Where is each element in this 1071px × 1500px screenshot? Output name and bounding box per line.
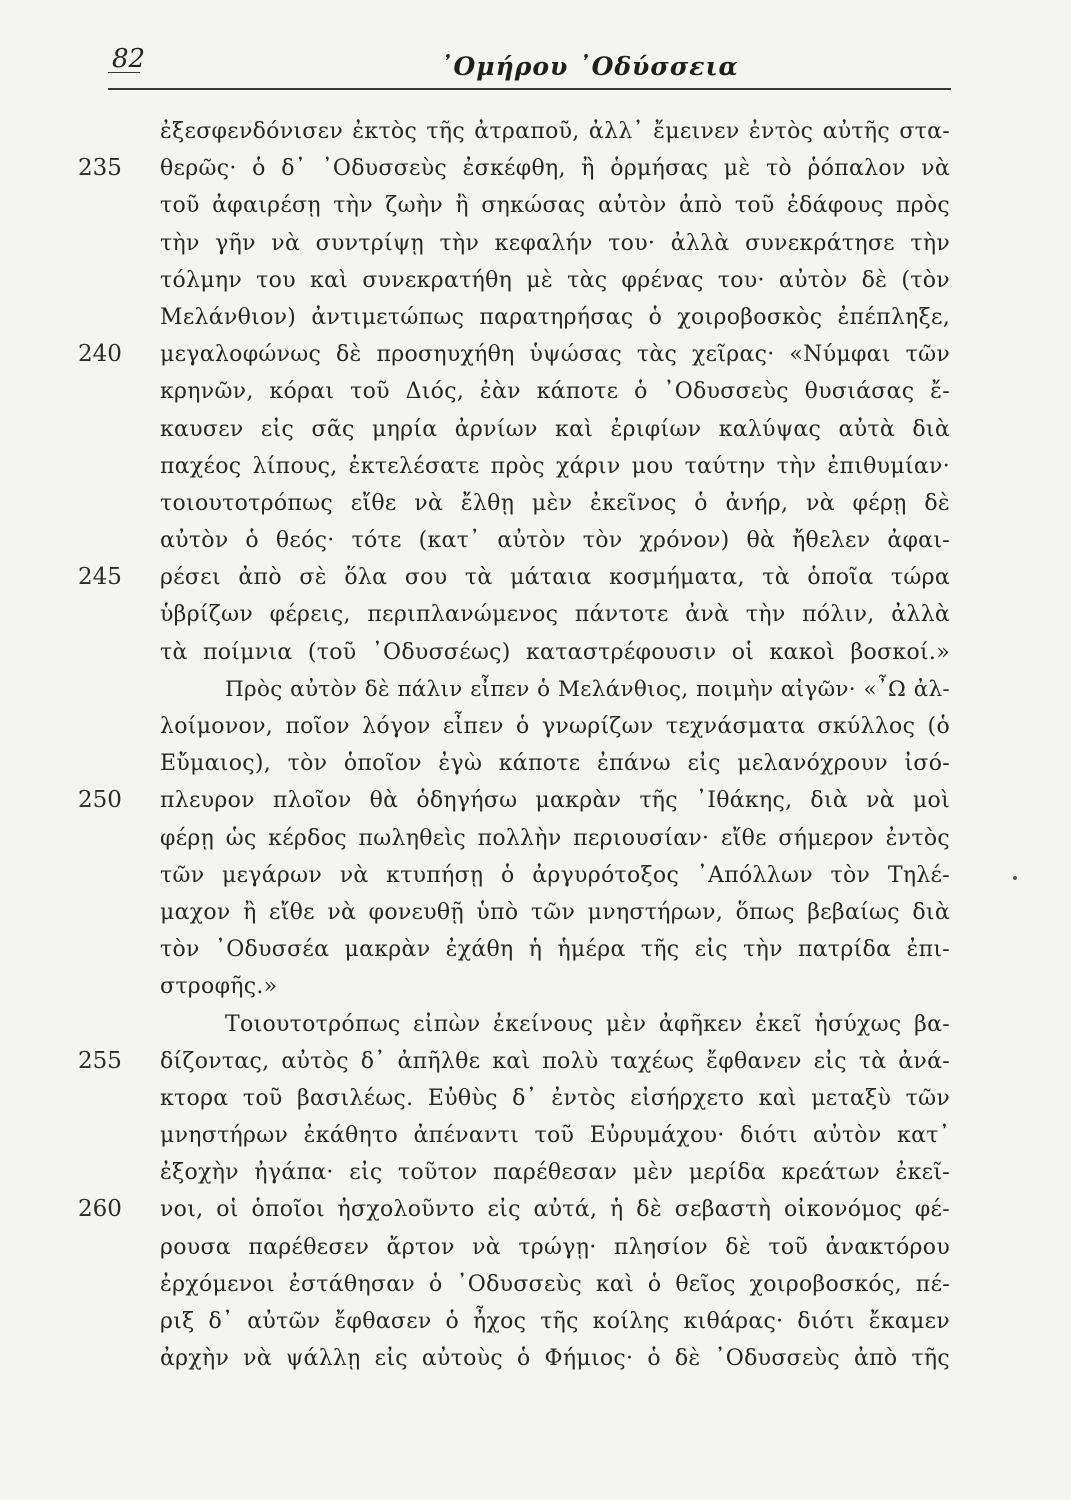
text-line: [0, 1154, 1071, 1191]
line-text: κτορα τοῦ βασιλέως. Εὐθὺς δ᾽ ἐντὸς εἰσήρχετο καὶ μεταξὺ τῶν: [160, 1085, 950, 1111]
line-text: Μελάνθιον) ἀντιμετώπως παρατηρήσας ὁ χοιροβοσκὸς ἐπέπληξε,: [160, 304, 950, 330]
line-text: Εὔμαιος), τὸν ὁποῖον ἐγὼ κάποτε ἐπάνω εἰς μελανόχρουν ἰσό-: [160, 751, 950, 777]
line-text: τοιουτοτρόπως εἴθε νὰ ἔλθῃ μὲν ἐκεῖνος ὁ ἀνήρ, νὰ φέρῃ δὲ: [160, 490, 950, 516]
line-text: τῶν μεγάρων νὰ κτυπήσῃ ὁ ἀργυρότοξος ᾿Απόλλων τὸν Τηλέ-: [160, 862, 950, 888]
verse-line-number: 240: [78, 341, 122, 368]
text-line: [0, 411, 1071, 448]
text-line: [0, 745, 1071, 782]
line-text: ἐρχόμενοι ἐστάθησαν ὁ ᾿Οδυσσεὺς καὶ ὁ θεῖος χοιροβοσκός, πέ-: [160, 1271, 950, 1297]
text-body: [0, 113, 1071, 1377]
text-line: [0, 820, 1071, 857]
verse-line-number: 245: [78, 564, 122, 591]
line-text: δίζοντας, αὐτὸς δ᾽ ἀπῆλθε καὶ πολὺ ταχέως ἔφθανεν εἰς τὰ ἀνά-: [160, 1048, 950, 1074]
text-line: [0, 1006, 1071, 1043]
text-line: [0, 857, 1071, 894]
line-text: τὴν γῆν νὰ συντρίψῃ τὴν κεφαλήν του· ἀλλὰ συνεκράτησε τὴν: [160, 230, 950, 256]
text-line: [0, 671, 1071, 708]
line-text: παχέος λίπους, ἐκτελέσατε πρὸς χάριν μου ταύτην τὴν ἐπιθυμίαν·: [160, 453, 950, 479]
line-text: λοίμονον, ποῖον λόγον εἶπεν ὁ γνωρίζων τεχνάσματα σκύλλος (ὁ: [160, 714, 950, 739]
text-line: [0, 559, 1071, 596]
line-text: Τοιουτοτρόπως εἰπὼν ἐκείνους μὲν ἀφῆκεν ἐκεῖ ἡσύχως βα-: [225, 1011, 950, 1037]
text-line: [0, 1340, 1071, 1377]
running-title: ᾿Ομήρου ᾿Οδύσσεια: [440, 52, 739, 81]
text-line: [0, 113, 1071, 150]
line-text: ρέσει ἀπὸ σὲ ὅλα σου τὰ μάταια κοσμήματα, τὰ ὁποῖα τώρα: [160, 565, 950, 591]
text-line: [0, 1117, 1071, 1154]
text-line: [0, 373, 1071, 410]
page-number: 82: [112, 44, 146, 74]
line-text: Πρὸς αὐτὸν δὲ πάλιν εἶπεν ὁ Μελάνθιος, ποιμὴν αἰγῶν· «῏Ω ἀλ-: [225, 676, 950, 702]
line-text: ἐξεσφενδόνισεν ἐκτὸς τῆς ἀτραποῦ, ἀλλ᾽ ἔμεινεν ἐντὸς αὐτῆς στα-: [160, 119, 950, 144]
text-line: [0, 634, 1071, 671]
text-line: [0, 1043, 1071, 1080]
text-line: [0, 1229, 1071, 1266]
verse-line-number: 250: [78, 787, 122, 814]
line-text: τὸν ᾿Οδυσσέα μακρὰν ἐχάθη ἡ ἡμέρα τῆς εἰς τὴν πατρίδα ἐπι-: [160, 937, 950, 963]
text-line: [0, 336, 1071, 373]
line-text: αὐτὸν ὁ θεός· τότε (κατ᾽ αὐτὸν τὸν χρόνον) θὰ ἤθελεν ἀφαι-: [160, 528, 950, 554]
line-text: ἐξοχὴν ἠγάπα· εἰς τοῦτον παρέθεσαν μὲν μερίδα κρεάτων ἐκεῖ-: [160, 1160, 950, 1186]
page-number-underline: [108, 72, 140, 73]
header-rule: [108, 88, 951, 90]
text-line: [0, 931, 1071, 968]
line-text: τὰ ποίμνια (τοῦ ᾿Οδυσσέως) καταστρέφουσιν οἱ κακοὶ βοσκοί.»: [160, 639, 950, 665]
line-text: κρηνῶν, κόραι τοῦ Διός, ἐὰν κάποτε ὁ ᾿Οδυσσεὺς θυσιάσας ἔ-: [160, 379, 950, 405]
line-text: ρουσα παρέθεσεν ἄρτον νὰ τρώγῃ· πλησίον δὲ τοῦ ἀνακτόρου: [160, 1234, 950, 1260]
line-text: μαχον ἢ εἴθε νὰ φονευθῇ ὑπὸ τῶν μνηστήρων, ὅπως βεβαίως διὰ: [160, 899, 950, 925]
text-line: [0, 150, 1071, 187]
text-line: [0, 596, 1071, 633]
line-text: μεγαλοφώνως δὲ προσηυχήθη ὑψώσας τὰς χεῖρας· «Νύμφαι τῶν: [160, 342, 950, 368]
text-line: [0, 1266, 1071, 1303]
text-line: [0, 299, 1071, 336]
line-text: φέρῃ ὡς κέρδος πωληθεὶς πολλὴν περιουσίαν· εἴθε σήμερον ἐντὸς: [160, 825, 950, 851]
line-text: καυσεν εἰς σᾶς μηρία ἀρνίων καὶ ἐριφίων καλύψας αὐτὰ διὰ: [160, 416, 950, 442]
text-line: [0, 968, 1071, 1005]
line-text: τοῦ ἀφαιρέσῃ τὴν ζωὴν ἢ σηκώσας αὐτὸν ἀπὸ τοῦ ἐδάφους πρὸς: [160, 193, 950, 219]
text-line: [0, 485, 1071, 522]
text-line: [0, 782, 1071, 819]
line-text: στροφῆς.»: [160, 974, 278, 1000]
line-text: θερῶς· ὁ δ᾽ ᾿Οδυσσεὺς ἐσκέφθη, ἢ ὁρμήσας μὲ τὸ ῥόπαλον νὰ: [160, 156, 950, 182]
text-line: [0, 187, 1071, 224]
line-text: τόλμην του καὶ συνεκρατήθη μὲ τὰς φρένας του· αὐτὸν δὲ (τὸν: [160, 267, 950, 293]
text-line: [0, 262, 1071, 299]
line-text: νοι, οἱ ὁποῖοι ἠσχολοῦντο εἰς αὐτά, ἡ δὲ σεβαστὴ οἰκονόμος φέ-: [160, 1197, 950, 1223]
line-text: ριξ δ᾽ αὐτῶν ἔφθασεν ὁ ἦχος τῆς κοίλης κιθάρας· διότι ἔκαμεν: [160, 1309, 950, 1334]
text-line: [0, 1191, 1071, 1228]
text-line: [0, 894, 1071, 931]
text-line: [0, 522, 1071, 559]
line-text: μνηστήρων ἐκάθητο ἀπέναντι τοῦ Εὐρυμάχου· διότι αὐτὸν κατ᾽: [160, 1123, 950, 1149]
verse-line-number: 260: [78, 1196, 122, 1223]
print-speck: [1013, 876, 1017, 880]
verse-line-number: 235: [78, 155, 122, 182]
text-line: [0, 225, 1071, 262]
line-text: πλευρον πλοῖον θὰ ὁδηγήσω μακρὰν τῆς ᾿Ιθάκης, διὰ νὰ μοὶ: [160, 788, 950, 814]
verse-line-number: 255: [78, 1047, 122, 1074]
line-text: ἀρχὴν νὰ ψάλλῃ εἰς αὐτοὺς ὁ Φήμιος· ὁ δὲ ᾿Οδυσσεὺς ἀπὸ τῆς: [160, 1346, 950, 1372]
text-line: [0, 708, 1071, 745]
line-text: ὑβρίζων φέρεις, περιπλανώμενος πάντοτε ἀνὰ τὴν πόλιν, ἀλλὰ: [160, 602, 950, 628]
text-line: [0, 1303, 1071, 1340]
text-line: [0, 448, 1071, 485]
text-line: [0, 1080, 1071, 1117]
